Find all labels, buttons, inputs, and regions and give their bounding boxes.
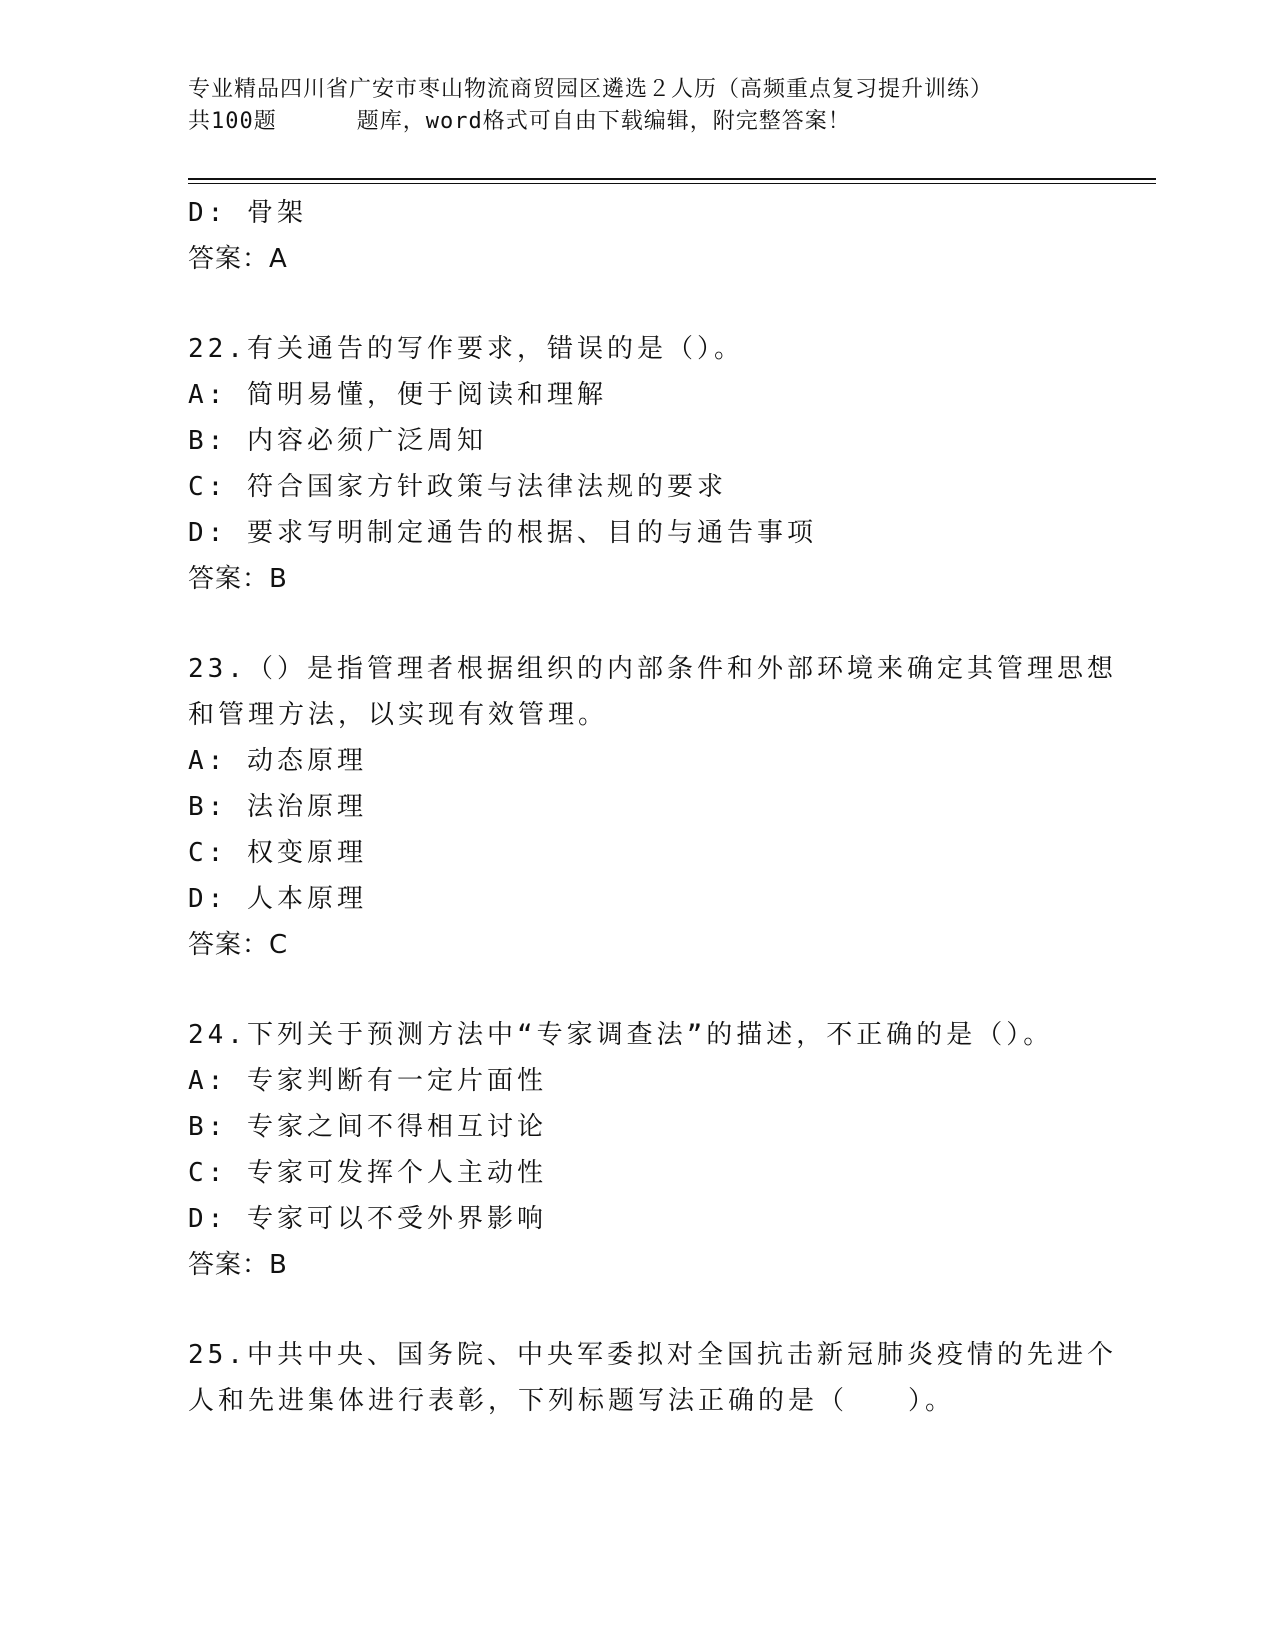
prev-answer: 答案：A — [188, 244, 288, 274]
header-description: 题库，word格式可自由下载编辑，附完整答案！ — [356, 109, 851, 134]
question-title-cont: 和管理方法，以实现有效管理。 — [188, 700, 609, 730]
header-question-count: 共100题 — [188, 109, 277, 134]
header-subtitle-line — [188, 106, 993, 138]
question-title: 23.（）是指管理者根据组织的内部条件和外部环境来确定其管理思想 — [188, 654, 1117, 684]
option-b: B: 内容必须广泛周知 — [188, 426, 487, 456]
header-divider-thick — [188, 178, 1156, 180]
answer: 答案：B — [188, 1250, 288, 1280]
answer: 答案：C — [188, 930, 289, 960]
question-list — [188, 190, 1117, 1424]
question-title: 25.中共中央、国务院、中央军委拟对全国抗击新冠肺炎疫情的先进个 — [188, 1340, 1117, 1370]
document-header — [188, 74, 993, 138]
header-divider-thin — [188, 183, 1156, 184]
question-24 — [188, 1012, 1088, 1288]
option-a: A: 专家判断有一定片面性 — [188, 1066, 547, 1096]
option-c: C: 符合国家方针政策与法律法规的要求 — [188, 472, 727, 502]
question-22 — [188, 326, 1088, 602]
option-a: A: 简明易懂，便于阅读和理解 — [188, 380, 607, 410]
question-title-cont: 人和先进集体进行表彰，下列标题写法正确的是（ ）。 — [188, 1386, 956, 1416]
option-c: C: 专家可发挥个人主动性 — [188, 1158, 547, 1188]
question-25 — [188, 1332, 1117, 1424]
option-d: D: 专家可以不受外界影响 — [188, 1204, 547, 1234]
answer: 答案：B — [188, 564, 288, 594]
option-b: B: 专家之间不得相互讨论 — [188, 1112, 547, 1142]
question-23 — [188, 646, 1117, 968]
header-title-line: 专业精品四川省广安市枣山物流商贸园区遴选２人历（高频重点复习提升训练） — [188, 77, 994, 102]
option-b: B: 法治原理 — [188, 792, 367, 822]
option-c: C: 权变原理 — [188, 838, 367, 868]
prev-option-d: D: 骨架 — [188, 198, 307, 228]
question-title: 24.下列关于预测方法中“专家调查法”的描述，不正确的是（）。 — [188, 1020, 1054, 1050]
option-d: D: 要求写明制定通告的根据、目的与通告事项 — [188, 518, 817, 548]
question-title: 22.有关通告的写作要求，错误的是（）。 — [188, 334, 744, 364]
option-a: A: 动态原理 — [188, 746, 367, 776]
option-d: D: 人本原理 — [188, 884, 367, 914]
